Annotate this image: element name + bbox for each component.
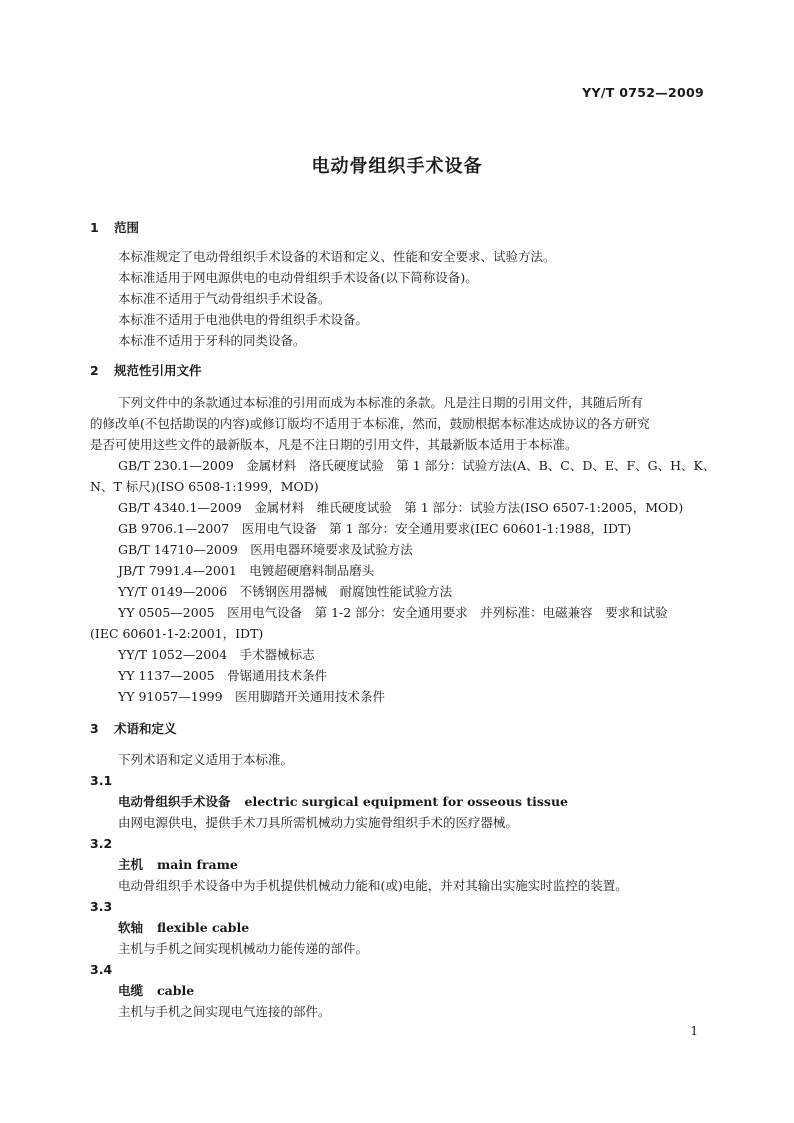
page-number: 1 [690, 1024, 698, 1038]
reference-item: JB/T 7991.4—2001 电镀超硬磨料制品磨头 [118, 563, 375, 578]
document-title: 电动骨组织手术设备 [311, 156, 483, 177]
reference-item: GB 9706.1—2007 医用电气设备 第 1 部分：安全通用要求(IEC 60601-1:1988，IDT) [118, 521, 632, 536]
section-title: 术语和定义 [114, 721, 177, 736]
term-cn: 软轴 [118, 920, 144, 935]
section-3-heading [90, 718, 177, 739]
reference-item: YY/T 0149—2006 不锈钢医用器械 耐腐蚀性能试验方法 [118, 584, 453, 599]
section-number: 2 [90, 363, 99, 378]
standard-code: YY/T 0752—2009 [582, 85, 704, 100]
reference-item: GB/T 4340.1—2009 金属材料 维氏硬度试验 第 1 部分：试验方法(ISO 6507-1:2005，MOD) [118, 500, 684, 515]
term-en: electric surgical equipment for osseous tissue [244, 794, 568, 809]
term-cn: 电动骨组织手术设备 [118, 794, 231, 809]
reference-item: YY 1137—2005 骨锯通用技术条件 [118, 668, 328, 683]
reference-item: (IEC 60601-1-2:2001，IDT) [90, 626, 264, 641]
term-heading [118, 917, 249, 938]
paragraph: 是否可使用这些文件的最新版本，凡是不注日期的引用文件，其最新版本适用于本标准。 [90, 437, 578, 452]
term-en: cable [157, 983, 195, 998]
paragraph: 本标准适用于网电源供电的电动骨组织手术设备(以下简称设备)。 [118, 270, 478, 285]
paragraph: 下列文件中的条款通过本标准的引用而成为本标准的条款。凡是注日期的引用文件，其随后所有 [118, 395, 644, 410]
section-2-heading [90, 360, 202, 381]
term-cn: 电缆 [118, 983, 144, 998]
reference-item: YY/T 1052—2004 手术器械标志 [118, 647, 315, 662]
term-number: 3.1 [90, 773, 113, 788]
paragraph: 本标准不适用于气动骨组织手术设备。 [118, 291, 331, 306]
reference-item: GB/T 230.1—2009 金属材料 洛氏硬度试验 第 1 部分：试验方法(A、B、C、D、E、F、G、H、K、 [118, 458, 716, 473]
term-number: 3.2 [90, 836, 113, 851]
section-title: 范围 [114, 220, 140, 235]
term-number: 3.4 [90, 962, 113, 977]
term-heading [118, 791, 568, 812]
reference-item: N、T 标尺)(ISO 6508-1:1999，MOD) [90, 479, 319, 494]
reference-item: YY 91057—1999 医用脚踏开关通用技术条件 [118, 689, 386, 704]
term-heading [118, 980, 194, 1001]
paragraph: 的修改单(不包括勘误的内容)或修订版均不适用于本标准，然而，鼓励根据本标准达成协议的各方研究 [90, 416, 650, 431]
term-en: main frame [157, 857, 238, 872]
term-cn: 主机 [118, 857, 144, 872]
term-en: flexible cable [157, 920, 250, 935]
section-number: 3 [90, 721, 99, 736]
paragraph: 本标准不适用于电池供电的骨组织手术设备。 [118, 312, 369, 327]
section-1-heading [90, 217, 139, 238]
reference-item: GB/T 14710—2009 医用电器环境要求及试验方法 [118, 542, 413, 557]
term-definition: 电动骨组织手术设备中为手机提供机械动力能和(或)电能，并对其输出实施实时监控的装置。 [118, 878, 628, 893]
term-definition: 主机与手机之间实现电气连接的部件。 [118, 1004, 331, 1019]
term-number: 3.3 [90, 899, 113, 914]
term-heading [118, 854, 238, 875]
section-title: 规范性引用文件 [114, 363, 202, 378]
term-definition: 主机与手机之间实现机械动力能传递的部件。 [118, 941, 369, 956]
section-number: 1 [90, 220, 99, 235]
paragraph: 本标准不适用于牙科的同类设备。 [118, 333, 306, 348]
paragraph: 下列术语和定义适用于本标准。 [118, 752, 294, 767]
reference-item: YY 0505—2005 医用电气设备 第 1-2 部分：安全通用要求 并列标准：电磁兼容 要求和试验 [118, 605, 668, 620]
term-definition: 由网电源供电，提供手术刀具所需机械动力实施骨组织手术的医疗器械。 [118, 815, 519, 830]
paragraph: 本标准规定了电动骨组织手术设备的术语和定义、性能和安全要求、试验方法。 [118, 249, 556, 264]
